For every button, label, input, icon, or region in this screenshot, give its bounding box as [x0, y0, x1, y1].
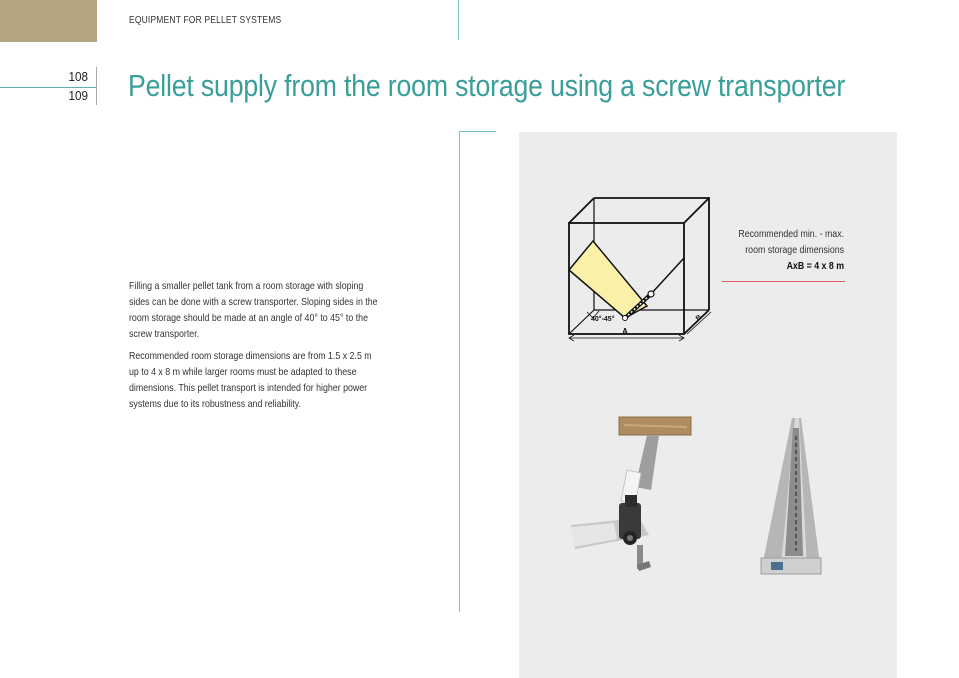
header-divider [458, 0, 459, 40]
dimension-b-label: B [694, 313, 704, 323]
room-storage-diagram [567, 194, 727, 344]
angle-label: 40°-45° [591, 316, 615, 323]
bracket-top [459, 131, 496, 132]
page-number-divider [96, 67, 97, 105]
screw-transporter-motor-photo [569, 415, 694, 580]
screw-transporter-channel-photo [757, 416, 827, 581]
body-paragraph-2: Recommended room storage dimensions are from 1.5 x 2.5 m up to 4 x 8 m while larger rooms must be adapted to these dimensions. This pellet transport is intended for higher power systems due to its robustness and reliability. [129, 350, 372, 410]
dimension-a-label: A [622, 327, 628, 336]
figure-panel [519, 132, 897, 678]
page-number-left: 108 [68, 69, 88, 84]
page-rule [0, 87, 97, 88]
page-number-right: 109 [68, 88, 88, 103]
corner-color-block [0, 0, 97, 42]
recommendation-line-2: room storage dimensions [745, 245, 844, 256]
page-numbers [56, 67, 88, 105]
recommendation-underline [722, 281, 845, 282]
recommendation-dimensions: AxB = 4 x 8 m [786, 261, 844, 272]
body-text [129, 278, 429, 418]
section-header: EQUIPMENT FOR PELLET SYSTEMS [129, 15, 282, 26]
body-paragraph-1: Filling a smaller pellet tank from a room storage with sloping sides can be done with a screw transporter. Sloping sides in the room storage should be made at an angle of 40° to 45° to the screw transporter. [129, 280, 378, 340]
recommendation-line-1: Recommended min. - max. [738, 229, 844, 240]
bracket-left [459, 131, 460, 612]
page-title: Pellet supply from the room storage using a screw transporter [128, 68, 846, 103]
recommendation-text [724, 227, 844, 275]
